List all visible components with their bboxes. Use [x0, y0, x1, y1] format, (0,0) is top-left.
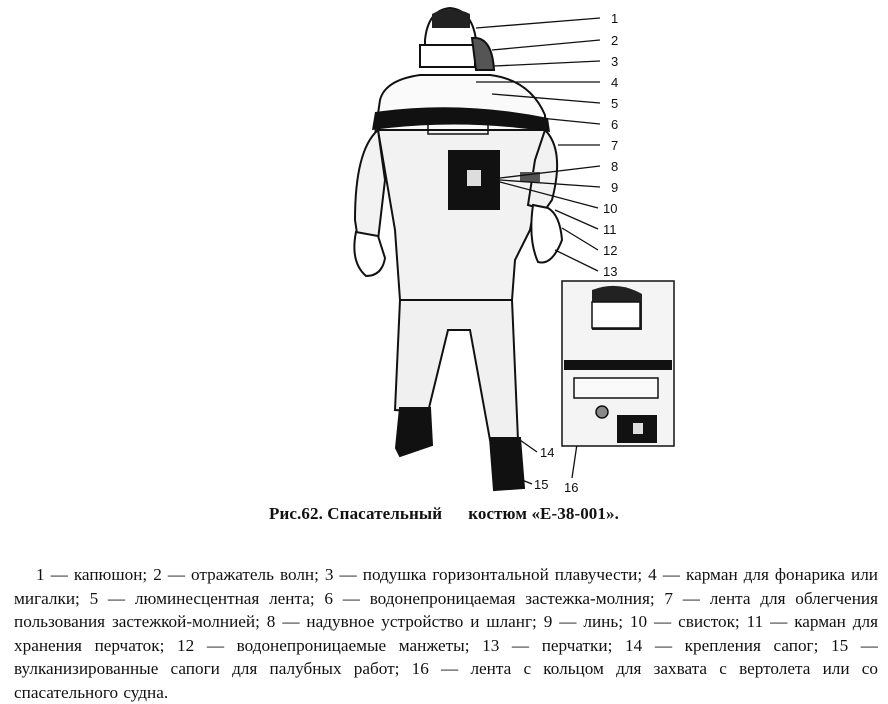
callout-label: 8 — [611, 159, 619, 174]
callout-label: 1 — [611, 11, 619, 26]
callout-label: 5 — [611, 96, 619, 111]
caption-part-2: костюм «Е-38-001». — [468, 504, 619, 523]
inset-detail — [562, 281, 674, 446]
figure-caption — [0, 504, 888, 524]
callout-label: 11 — [603, 222, 617, 237]
callout-label: 2 — [611, 33, 619, 48]
callout-label: 13 — [603, 264, 618, 279]
callout-label: 10 — [603, 201, 618, 216]
callout-label: 7 — [611, 138, 619, 153]
callout-label: 16 — [564, 480, 579, 495]
callout-label: 3 — [611, 54, 619, 69]
caption-part-1: Рис.62. Спасательный — [269, 504, 443, 523]
callout-label: 14 — [540, 445, 555, 460]
figure-legend-text: 1 — капюшон; 2 — отражатель волн; 3 — подушка горизонтальной плавучести; 4 — карман для фонарика или мигалки; 5 — люминесцентная лента; 6 — водонепроницаемая застежка-молния; 7 — лента для облегчения пользования застежкой-молнией; 8 — надувное устройство и шланг; 9 — линь; 10 — свисток; 11 — карман для хранения перчаток; 12 — водонепроницаемые манжеты; 13 — перчатки; 14 — крепления сапог; 15 — вулканизированные сапоги для палубных работ; 16 — лента с кольцом для захвата с вертолета или со спасательного судна. — [14, 565, 878, 702]
callout-label: 6 — [611, 117, 619, 132]
callout-label: 4 — [611, 75, 619, 90]
callout-label: 15 — [534, 477, 549, 492]
callout-label: 12 — [603, 243, 618, 258]
main-figure — [354, 8, 562, 490]
callout-label: 9 — [611, 180, 619, 195]
